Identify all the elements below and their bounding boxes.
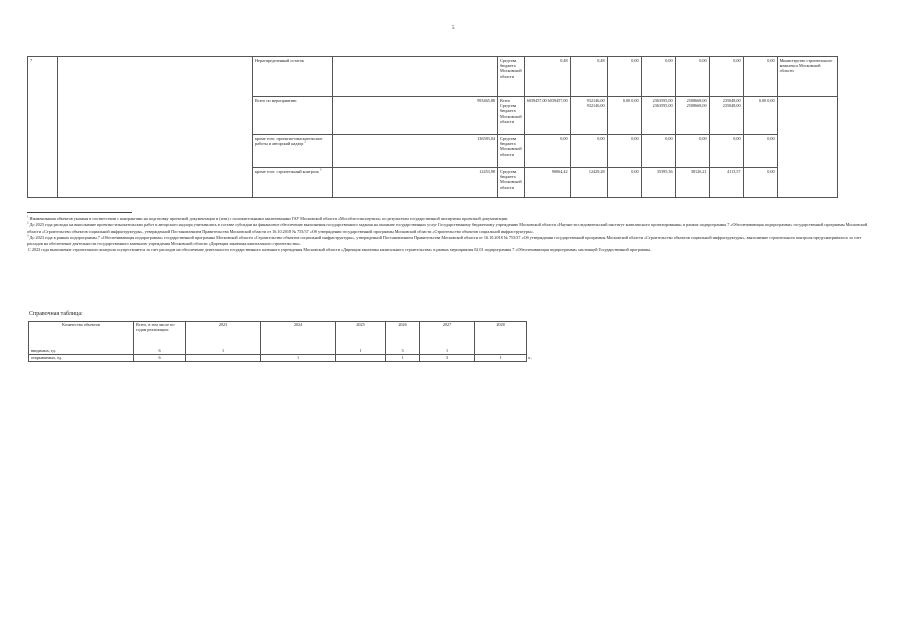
header-cell: 2026 <box>386 322 420 346</box>
total-cell: 12453,98 <box>333 168 498 198</box>
executor-cell: Министерство строительного комплекса Московской области <box>777 57 837 97</box>
value-cell: 6 <box>134 348 186 355</box>
value-cell: 0,00 <box>607 168 641 198</box>
value-cell: 0,00 <box>709 135 743 168</box>
total-cell: 993465,88 <box>333 97 498 135</box>
value-cell: 1 <box>261 355 336 362</box>
value-cell: 0,00 <box>641 57 675 97</box>
footnote-mark: 2 <box>27 220 29 225</box>
value-cell: 2508668,00 2508668,00 <box>675 97 709 135</box>
value-cell: 2363595,00 2363595,00 <box>641 97 675 135</box>
footnote-separator <box>27 212 132 213</box>
page-number: 5 <box>452 26 455 31</box>
label-cell <box>253 135 333 168</box>
value-cell: 0,00 0,00 <box>607 97 641 135</box>
executor-cell-empty <box>777 97 837 198</box>
object-cell <box>58 57 253 198</box>
value-cell: 0,00 <box>524 135 570 168</box>
value-cell: 6039457,00 6039457,00 <box>524 97 570 135</box>
value-cell: 0,00 <box>641 135 675 168</box>
header-cell: 2027 <box>420 322 475 346</box>
value-cell: 3 <box>420 355 475 362</box>
main-table <box>27 56 838 198</box>
footnote <box>27 247 872 253</box>
footnote-text: До 2023 года расходы на выполнение проектно-изыскательских работ и авторского надзора учитывались в составе субсидии на финансовое обеспечение выполнения государственного задания на оказание государственных услуг Государственному бюджетному учреждению Московской области «Научно-исследовательский институт комплексного проектирования» в рамках подпрограммы 7 «Обеспечивающая подпрограмма» государственной программы Московской области «Строительство объектов социальной инфраструктуры», утвержденной Постановлением Правительства Московской области от 16.10.2018 № 753/37 «Об утверждении государственной программы Московской области «Строительство объектов социальной инфраструктуры». <box>27 222 868 234</box>
value-cell: 4113,57 <box>709 168 743 198</box>
value-cell: 35395,36 <box>641 168 675 198</box>
value-cell: 0,00 <box>743 135 777 168</box>
footnote <box>27 222 872 235</box>
row-label: вводимых, ед. <box>29 348 134 355</box>
value-cell: 12429,28 <box>570 168 607 198</box>
footnotes <box>27 216 872 254</box>
footnote-mark: 1 <box>27 214 29 219</box>
source-cell: Всего Средства бюджета Московской области <box>498 97 525 135</box>
source-cell: Средства бюджета Московской области <box>498 135 525 168</box>
table-row <box>29 355 527 362</box>
value-cell: 0,00 <box>675 57 709 97</box>
footnote-text: Наименования объектов указаны в соответствии с контрактами на подготовку проектной документации и (или) с положительными заключениями ГАУ Московской области «Мособлгосэкспертиза» по результатам государственной экспертизы проектной документации. <box>29 216 509 221</box>
row-label: открываемых, ед. <box>29 355 134 362</box>
value-cell: 3 <box>386 348 420 355</box>
footnote <box>27 235 872 248</box>
value-cell: 1 <box>386 355 420 362</box>
label-cell <box>253 97 333 135</box>
value-cell: 1 <box>186 348 261 355</box>
value-cell: 0,48 <box>524 57 570 97</box>
value-cell: 0,00 <box>570 135 607 168</box>
value-cell: 0,00 <box>743 168 777 198</box>
label-cell <box>253 168 333 198</box>
value-cell: 0,00 <box>607 135 641 168</box>
value-cell: 235048,00 235048,00 <box>709 97 743 135</box>
value-cell: 90064,42 <box>524 168 570 198</box>
value-cell: 1 <box>475 355 527 362</box>
row-label: кроме того: проектно-изыскательские работы и авторский надзор <box>255 136 323 147</box>
value-cell: 38126,21 <box>675 168 709 198</box>
value-cell: 0,00 <box>675 135 709 168</box>
header-cell: 2024 <box>261 322 336 346</box>
value-cell: 0,00 <box>743 57 777 97</box>
row-number: 7 <box>28 57 58 198</box>
footnote-text: С 2023 года выполнение строительного контроля осуществляется за счет расходов на обеспечение деятельности государственного казенного учреждения Московской области «Дирекция заказчика капитального строительства» в рамках мероприятия 02.01 подпрограммы 7 «Обеспечивающая подпрограмма» настоящей Государственной программы. <box>28 247 652 253</box>
reference-table <box>28 321 527 362</box>
reference-header-row <box>29 322 527 346</box>
header-cell: Количество объектов <box>29 322 134 346</box>
value-cell: 6 <box>134 355 186 362</box>
source-cell: Средства бюджета Московской области <box>498 57 525 97</box>
row-label: кроме того: строительный контроль <box>255 169 319 174</box>
value-cell: 932146,00 932146,00 <box>570 97 607 135</box>
source-cell: Средства бюджета Московской области <box>498 168 525 198</box>
value-cell: 0,00 <box>709 57 743 97</box>
row-label: Всего по мероприятию: <box>255 98 298 103</box>
reference-table-title: Справочная таблица: <box>29 311 83 317</box>
header-cell: Всего, в том числе по годам реализации: <box>134 322 186 346</box>
total-cell <box>333 57 498 97</box>
value-cell: 0,48 <box>570 57 607 97</box>
footnote-mark: 3 <box>27 233 29 238</box>
row-label: Нераспределенный остаток <box>255 58 304 63</box>
header-cell: 2028 <box>475 322 527 346</box>
header-cell: 2025 <box>336 322 386 346</box>
total-cell: 136583,04 <box>333 135 498 168</box>
value-cell <box>336 355 386 362</box>
footnote-ref: 2 <box>304 139 306 144</box>
header-cell: 2023 <box>186 322 261 346</box>
value-cell <box>186 355 261 362</box>
value-cell: 0,00 0,00 <box>743 97 777 135</box>
value-cell: 1 <box>420 348 475 355</box>
value-cell: 1 <box>336 348 386 355</box>
value-cell: 0,00 <box>607 57 641 97</box>
closing-quote-mark: ». <box>528 356 532 361</box>
label-cell <box>253 57 333 97</box>
table-row <box>28 57 838 97</box>
footnote-ref: 3 <box>319 167 322 172</box>
footnote-text: До 2023 года в рамках подпрограммы 7 «Обеспечивающая подпрограмма» государственной программы Московской области «Строительство объектов социальной инфраструктуры», утвержденной Постановлением Правительства Московской области от 16.10.2018 № 753/37 «Об утверждении государственной программы Московской области «Строительство объектов социальной инфраструктуры», выполнение строительного контроля предусматривалось за счет расходов на обеспечение деятельности государственного казенного учреждения Московской области «Дирекция заказчика капитального строительства». <box>27 234 862 247</box>
